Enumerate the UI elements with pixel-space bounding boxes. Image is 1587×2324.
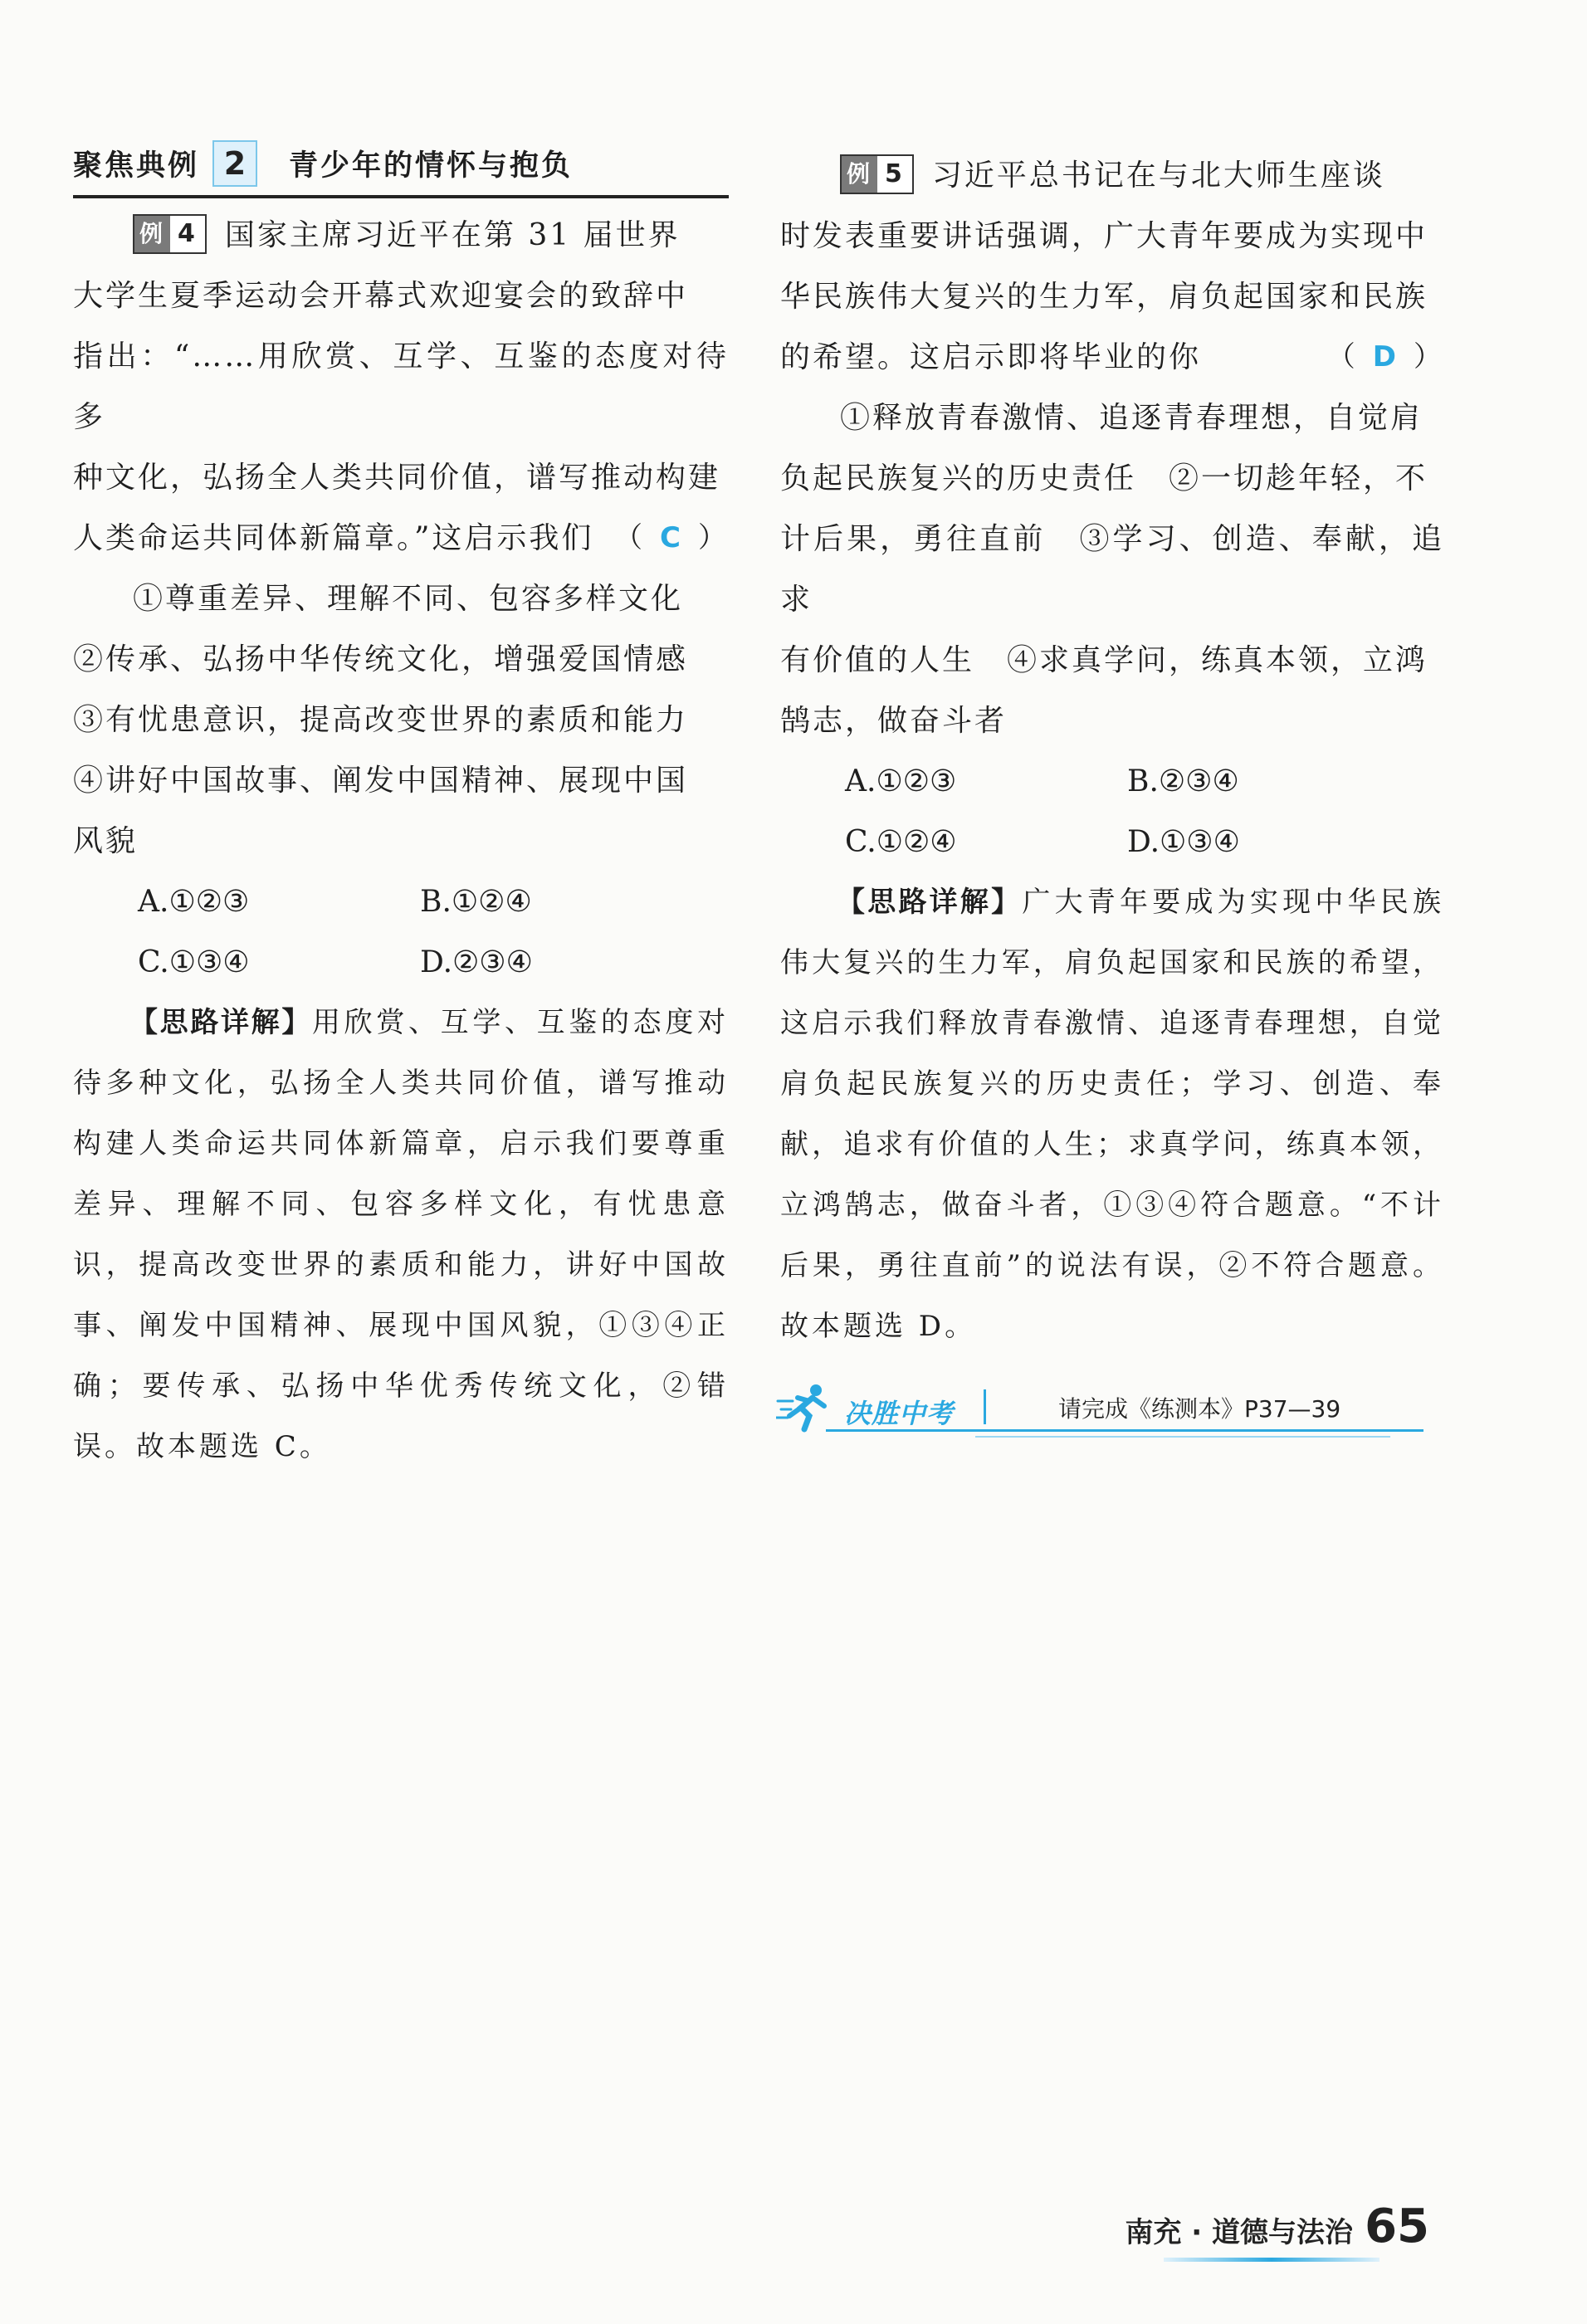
- option-c: C.①③④: [138, 945, 250, 979]
- answer-bracket: （ D ）: [1326, 340, 1444, 374]
- question-line: 华民族伟大复兴的生力军，肩负起国家和民族: [780, 280, 1428, 314]
- answer-letter: C: [660, 521, 683, 554]
- question-line: 大学生夏季运动会开幕式欢迎宴会的致辞中: [73, 279, 689, 313]
- example-5: [780, 145, 1444, 1357]
- page-number: 65: [1365, 2200, 1429, 2253]
- divider: [984, 1389, 986, 1424]
- statement: 风貌: [73, 824, 139, 858]
- question-line: 例 4 国家主席习近平在第 31 届世界: [73, 205, 729, 266]
- option-row: [780, 751, 1444, 812]
- left-column: [73, 137, 729, 1477]
- analysis-text: 用欣赏、互学、互鉴的态度对待多种文化，弘扬全人类共同价值，谱写推动构建人类命运共同体新篇章，启示我们要尊重差异、理解不同、包容多样文化，有忧患意识，提高改变世界的素质和能力，讲好中国故事、阐发中国精神、展现中国风貌，①③④正确；要传承、弘扬中华优秀传统文化，②错误。故本题选 C。: [73, 1006, 729, 1463]
- analysis: [780, 872, 1444, 1357]
- subject-label: 南充 · 道德与法治: [1125, 2216, 1354, 2249]
- page-footer: [1125, 2200, 1429, 2253]
- question-line: 时发表重要讲话强调，广大青年要成为实现中: [780, 219, 1428, 253]
- analysis-label: 【思路详解】: [837, 886, 1023, 919]
- option-a: A.①②③: [138, 885, 250, 919]
- section-number: 2: [212, 140, 257, 187]
- analysis-text: 广大青年要成为实现中华民族伟大复兴的生力军，肩负起国家和民族的希望，这启示我们释放青春激情、追逐青春理想，自觉肩负起民族复兴的历史责任；学习、创造、奉献，追求有价值的人生；求真学问，练真本领，立鸿鹄志，做奋斗者，①③④符合题意。“不计后果，勇往直前”的说法有误，②不符合题意。故本题选 D。: [780, 886, 1445, 1343]
- runner-icon: [776, 1383, 834, 1443]
- answer-letter: D: [1372, 340, 1399, 374]
- brand-logo: 决胜中考: [844, 1398, 955, 1429]
- option-c: C.①②④: [845, 825, 957, 859]
- analysis-label: 【思路详解】: [129, 1006, 312, 1039]
- question-line: 人类命运共同体新篇章。”这启示我们 （ C ）: [73, 508, 729, 569]
- question-line: 种文化，弘扬全人类共同价值，谱写推动构建: [73, 461, 721, 495]
- example-4: [73, 205, 729, 1477]
- section-header: [73, 137, 729, 198]
- question-line: 指出：“……用欣赏、互学、互鉴的态度对待多: [73, 339, 729, 434]
- section-label: 聚焦典例: [73, 149, 200, 183]
- option-row: [73, 872, 729, 932]
- statement: ③有忧患意识，提高改变世界的素质和能力: [73, 703, 689, 737]
- statement: ①释放青春激情、追逐青春理想，自觉肩: [840, 401, 1423, 435]
- option-d: D.①③④: [1127, 825, 1240, 859]
- option-b: B.①②④: [420, 885, 532, 919]
- option-b: B.②③④: [1127, 764, 1239, 798]
- statement: 负起民族复兴的历史责任 ②一切趁年轻，不: [780, 461, 1428, 496]
- answer-bracket: （ C ）: [614, 521, 729, 554]
- statement: 计后果，勇往直前 ③学习、创造、奉献，追求: [780, 522, 1444, 617]
- divider: [826, 1429, 1423, 1432]
- option-row: [780, 812, 1444, 872]
- footer-underline: [1164, 2258, 1379, 2262]
- example-badge: 例 4: [133, 214, 207, 254]
- example-badge: 例 5: [840, 154, 914, 194]
- task-text: 请完成《练测本》P37—39: [1058, 1395, 1341, 1423]
- statement: 有价值的人生 ④求真学问，练真本领，立鸿: [780, 643, 1428, 677]
- option-a: A.①②③: [845, 764, 957, 798]
- question-line: 例 5 习近平总书记在与北大师生座谈: [780, 145, 1444, 206]
- statement: ①尊重差异、理解不同、包容多样文化: [133, 582, 684, 616]
- statement: ④讲好中国故事、阐发中国精神、展现中国: [73, 764, 689, 798]
- section-title: 青少年的情怀与抱负: [289, 149, 574, 183]
- option-row: [73, 932, 729, 993]
- right-column: [780, 145, 1444, 1357]
- statement: ②传承、弘扬中华传统文化，增强爱国情感: [73, 642, 689, 676]
- option-d: D.②③④: [420, 945, 533, 979]
- question-line: 的希望。这启示即将毕业的你 （ D ）: [780, 327, 1444, 388]
- practice-banner: [776, 1378, 1423, 1436]
- statement: 鹄志，做奋斗者: [780, 704, 1008, 738]
- divider: [975, 1436, 1390, 1438]
- analysis: [73, 993, 729, 1477]
